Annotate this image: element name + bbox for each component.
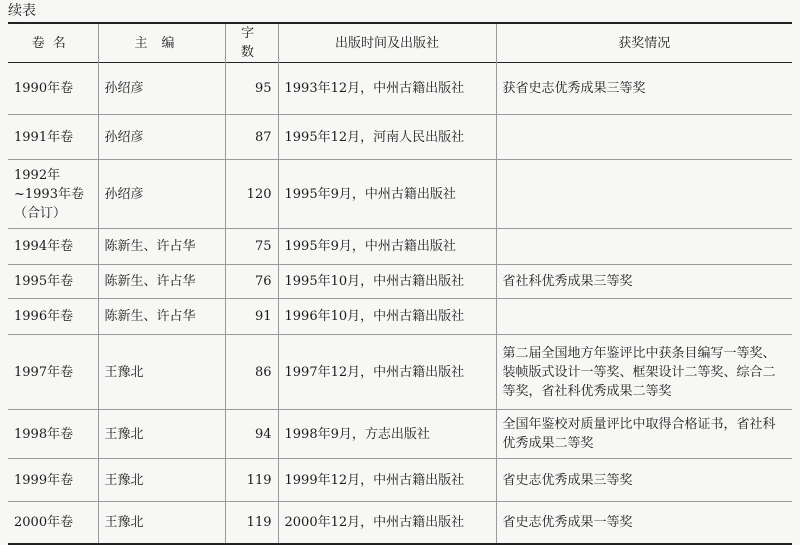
cell-publication: 1995年9月，中州古籍出版社 <box>278 160 496 229</box>
table-row <box>8 335 792 410</box>
cell-editor: 陈新生、许占华 <box>98 299 225 335</box>
cell-word-count: 76 <box>225 265 278 299</box>
header-editor: 主编 <box>98 23 225 63</box>
table-row <box>8 229 792 265</box>
cell-volume: 1999年卷 <box>14 472 74 488</box>
cell-volume: 1997年卷 <box>14 364 74 380</box>
cell-word-count: 95 <box>225 63 278 115</box>
cell-award <box>496 160 792 229</box>
cell-publication: 1997年12月，中州古籍出版社 <box>278 335 496 410</box>
cell-award: 省社科优秀成果三等奖 <box>496 265 792 299</box>
table-row <box>8 459 792 502</box>
table-row <box>8 265 792 299</box>
cell-word-count: 91 <box>225 299 278 335</box>
cell-word-count: 94 <box>225 410 278 459</box>
cell-award: 省史志优秀成果三等奖 <box>496 459 792 502</box>
cell-editor: 陈新生、许占华 <box>98 265 225 299</box>
cell-award <box>496 299 792 335</box>
cell-publication: 1998年9月，方志出版社 <box>278 410 496 459</box>
cell-editor: 王豫北 <box>98 335 225 410</box>
cell-volume: 1994年卷 <box>14 239 74 254</box>
cell-word-count: 119 <box>225 502 278 544</box>
cell-volume: 2000年卷 <box>14 514 74 530</box>
cell-publication: 1993年12月，中州古籍出版社 <box>278 63 496 115</box>
cell-word-count: 87 <box>225 115 278 160</box>
header-publication: 出版时间及出版社 <box>278 23 496 63</box>
cell-word-count: 119 <box>225 459 278 502</box>
cell-volume: 1998年卷 <box>14 426 74 442</box>
cell-publication: 1995年10月，中州古籍出版社 <box>278 265 496 299</box>
cell-award <box>496 229 792 265</box>
cell-editor: 孙绍彦 <box>98 115 225 160</box>
cell-volume: 1995年卷 <box>14 274 74 289</box>
cell-volume: 1996年卷 <box>14 309 74 324</box>
cell-publication: 1999年12月，中州古籍出版社 <box>278 459 496 502</box>
cell-volume: 1991年卷 <box>14 129 74 145</box>
cell-editor: 王豫北 <box>98 459 225 502</box>
cell-award: 省史志优秀成果一等奖 <box>496 502 792 544</box>
cell-editor: 孙绍彦 <box>98 63 225 115</box>
table-row <box>8 502 792 544</box>
header-word-count: 字数 <box>225 23 278 63</box>
cell-award: 获省史志优秀成果三等奖 <box>496 63 792 115</box>
cell-editor: 王豫北 <box>98 410 225 459</box>
cell-word-count: 86 <box>225 335 278 410</box>
cell-publication: 1995年9月，中州古籍出版社 <box>278 229 496 265</box>
cell-word-count: 120 <box>225 160 278 229</box>
table-row <box>8 299 792 335</box>
cell-word-count: 75 <box>225 229 278 265</box>
cell-publication: 1996年10月，中州古籍出版社 <box>278 299 496 335</box>
cell-editor: 王豫北 <box>98 502 225 544</box>
cell-award: 第二届全国地方年鉴评比中获条目编写一等奖、装帧版式设计一等奖、框架设计二等奖、综合二等奖，省社科优秀成果二等奖 <box>496 335 792 410</box>
cell-award: 全国年鉴校对质量评比中取得合格证书，省社科优秀成果二等奖 <box>496 410 792 459</box>
header-volume: 卷名 <box>31 35 74 51</box>
table-row <box>8 160 792 229</box>
cell-editor: 陈新生、许占华 <box>98 229 225 265</box>
cell-volume: 1992年~1993年卷（合订） <box>14 167 84 221</box>
cell-publication: 2000年12月，中州古籍出版社 <box>278 502 496 544</box>
table-row <box>8 410 792 459</box>
table-caption: 续表 <box>8 3 36 19</box>
table-row <box>8 115 792 160</box>
header-award: 获奖情况 <box>496 23 792 63</box>
header-row <box>8 23 792 63</box>
cell-editor: 孙绍彦 <box>98 160 225 229</box>
yearbook-table <box>8 22 792 545</box>
cell-publication: 1995年12月，河南人民出版社 <box>278 115 496 160</box>
cell-volume: 1990年卷 <box>14 81 74 96</box>
cell-award <box>496 115 792 160</box>
table-row <box>8 63 792 115</box>
